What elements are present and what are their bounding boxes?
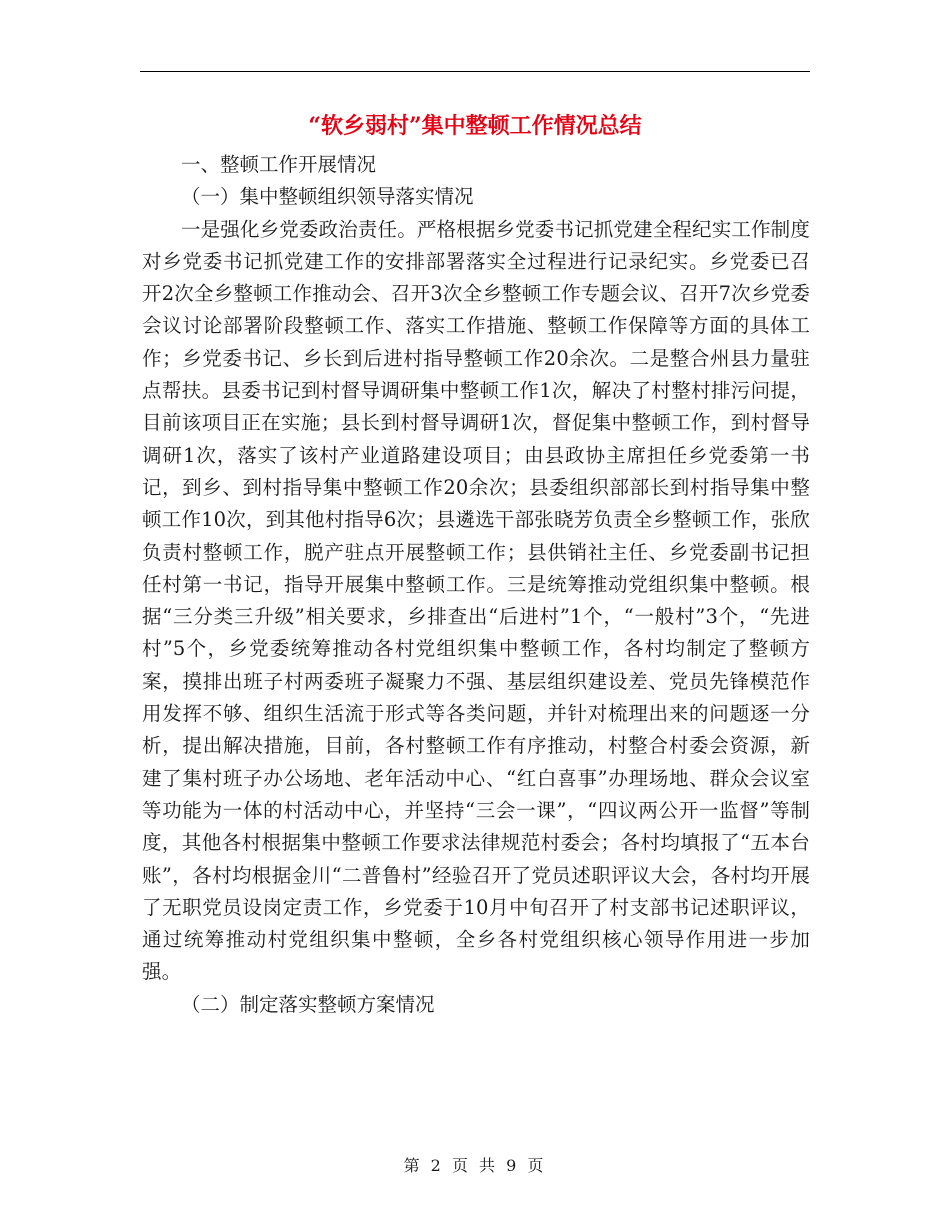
page-number-footer: 第 2 页 共 9 页 bbox=[403, 1156, 547, 1175]
body-paragraph-1: 一是强化乡党委政治责任。严格根据乡党委书记抓党建全程纪实工作制度对乡党委书记抓党建工作的安排部署落实全过程进行记录纪实。乡党委已召开2次全乡整顿工作推动会、召开3次全乡整顿工作专题会议、召开7次乡党委会议讨论部署阶段整顿工作、落实工作措施、整顿工作保障等方面的具体工作；乡党委书记、乡长到后进村指导整顿工作20余次。二是整合州县力量驻点帮扶。县委书记到村督导调研集中整顿工作1次，解决了村整村排污问提，目前该项目正在实施；县长到村督导调研1次，督促集中整顿工作，到村督导调研1次，落实了该村产业道路建设项目；由县政协主席担任乡党委第一书记，到乡、到村指导集中整顿工作20余次；县委组织部部长到村指导集中整顿工作10次，到其他村指导6次；县遴选干部张晓芳负责全乡整顿工作，张欣负责村整顿工作，脱产驻点开展整顿工作；县供销社主任、乡党委副书记担任村第一书记，指导开展集中整顿工作。三是统筹推动党组织集中整顿。根据“三分类三升级”相关要求，乡排查出“后进村”1个，“一般村”3个，“先进村”5个，乡党委统筹推动各村党组织集中整顿工作，各村均制定了整顿方案，摸排出班子村两委班子凝聚力不强、基层组织建设差、党员先锋模范作用发挥不够、组织生活流于形式等各类问题，并针对梳理出来的问题逐一分析，提出解决措施，目前，各村整顿工作有序推动，村整合村委会资源，新建了集村班子办公场地、老年活动中心、“红白喜事”办理场地、群众会议室等功能为一体的村活动中心，并坚持“三会一课”，“四议两公开一监督”等制度，其他各村根据集中整顿工作要求法律规范村委会；各村均填报了“五本台账”，各村均根据金川“二普鲁村”经验召开了党员述职评议大会，各村均开展了无职党员设岗定责工作，乡党委于10月中旬召开了村支部书记述职评议，通过统筹推动村党组织集中整顿，全乡各村党组织核心领导作用进一步加强。 bbox=[142, 217, 810, 984]
subsection-heading-1: （一）集中整顿组织领导落实情况 bbox=[181, 185, 474, 209]
document-title: “软乡弱村”集中整顿工作情况总结 bbox=[308, 113, 642, 139]
section-heading-1: 一、整顿工作开展情况 bbox=[181, 153, 377, 176]
subsection-heading-2: （二）制定落实整顿方案情况 bbox=[181, 992, 435, 1016]
document-body bbox=[142, 149, 810, 1021]
header-rule bbox=[140, 71, 810, 72]
